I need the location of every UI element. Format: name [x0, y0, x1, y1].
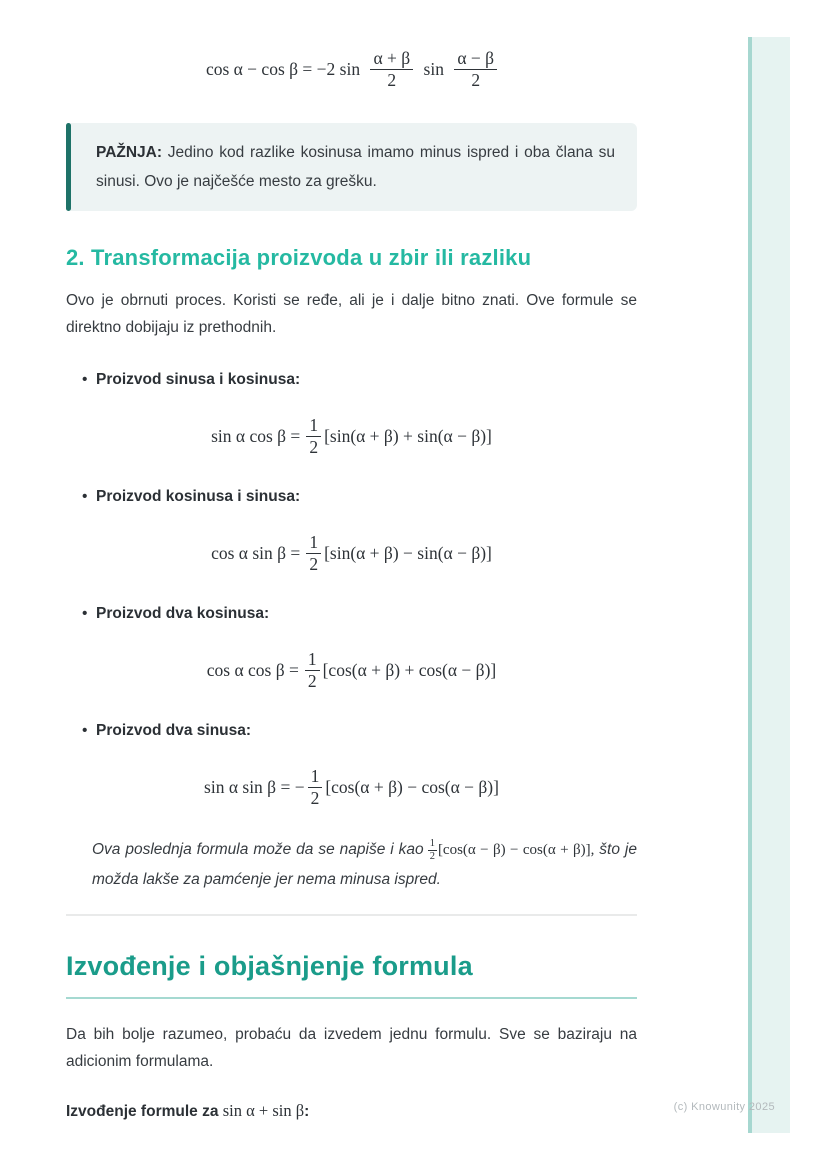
note-post: što je možda lakše za pamćenje jer nema minusa ispred. [92, 841, 637, 889]
product-formula-list [66, 371, 637, 809]
formula-cos-difference [66, 48, 637, 91]
fraction: $\frac{\alpha - \beta}{2}$ [454, 48, 497, 91]
section-intro: Ovo je obrnuti proces. Koristi se ređe, ali je i dalje bitno znati. Ove formule se direktno dobijaju iz prethodnih. [66, 292, 637, 337]
section-divider [66, 914, 637, 916]
list-item [66, 605, 637, 692]
page-edge-accent-strip [748, 37, 790, 1133]
formula-lhs: cos α − cos β = −2 sin [205, 58, 361, 79]
fraction: $\frac{1}{2}$ [306, 532, 321, 575]
formula-cos-sin: cos α sin β = $\frac{1}{2}$ [sin(α + β) − sin(α − β)] [211, 532, 492, 575]
bullet-row [66, 488, 637, 506]
bullet-label: Proizvod dva kosinusa: [96, 605, 270, 623]
attention-callout [66, 123, 637, 211]
note-math: [cos(α − β) − cos(α + β)], [437, 842, 595, 859]
list-item [66, 371, 637, 458]
bullet-marker: • [82, 605, 88, 623]
formula-cos-cos: cos α cos β = $\frac{1}{2}$ [cos(α + β) + cos(α − β)] [206, 649, 497, 692]
bullet-label: Proizvod sinusa i kosinusa: [96, 371, 301, 389]
bullet-row [66, 605, 637, 623]
callout-accent-bar [66, 123, 71, 211]
derivation-intro: Da bih bolje razumeo, probaću da izvedem jednu formulu. Sve se baziraju na adicionim formulama. [66, 1025, 637, 1070]
page-content [66, 0, 637, 1140]
formula-sin-cos: sin α cos β = $\frac{1}{2}$ [sin(α + β) + sin(α − β)] [211, 415, 492, 458]
fraction: $\frac{1}{2}$ [305, 649, 320, 692]
lead-math: sin α + sin β [222, 1100, 305, 1120]
formula-sin-sin: sin α sin β = − $\frac{1}{2}$ [cos(α + β) − cos(α − β)] [204, 766, 499, 809]
fraction: $\frac{1}{2}$ [308, 766, 323, 809]
note-paragraph [66, 835, 637, 894]
list-item [66, 488, 637, 575]
lead-bold: Izvođenje formule za [66, 1102, 223, 1120]
derivation-title: Izvođenje i objašnjenje formula [66, 951, 473, 982]
list-item [66, 722, 637, 809]
bullet-row [66, 371, 637, 389]
note-pre: Ova poslednja formula može da se napiše i kao [92, 841, 424, 859]
section-title-products: 2. Transformacija proizvoda u zbir ili razliku [66, 245, 532, 270]
derivation-lead [66, 1097, 637, 1125]
lead-colon: : [304, 1102, 310, 1120]
derivation-heading-wrap [66, 950, 637, 998]
callout-label: PAŽNJA: [96, 144, 163, 161]
bullet-marker: • [82, 488, 88, 506]
bullet-label: Proizvod dva sinusa: [96, 722, 252, 740]
formula-mid: sin [423, 58, 444, 79]
bullet-row [66, 722, 637, 740]
bullet-marker: • [82, 371, 88, 389]
fraction: $\frac{1}{2}$ [306, 415, 321, 458]
fraction: $\frac{\alpha + \beta}{2}$ [370, 48, 413, 91]
bullet-marker: • [82, 722, 88, 740]
fraction: $\frac{1}{2}$ [429, 837, 435, 862]
bullet-label: Proizvod kosinusa i sinusa: [96, 488, 301, 506]
callout-text: Jedino kod razlike kosinusa imamo minus ispred i oba člana su sinusi. Ovo je najčešće mesto za grešku. [96, 144, 615, 190]
watermark: (c) Knowunity 2025 [673, 1101, 775, 1113]
